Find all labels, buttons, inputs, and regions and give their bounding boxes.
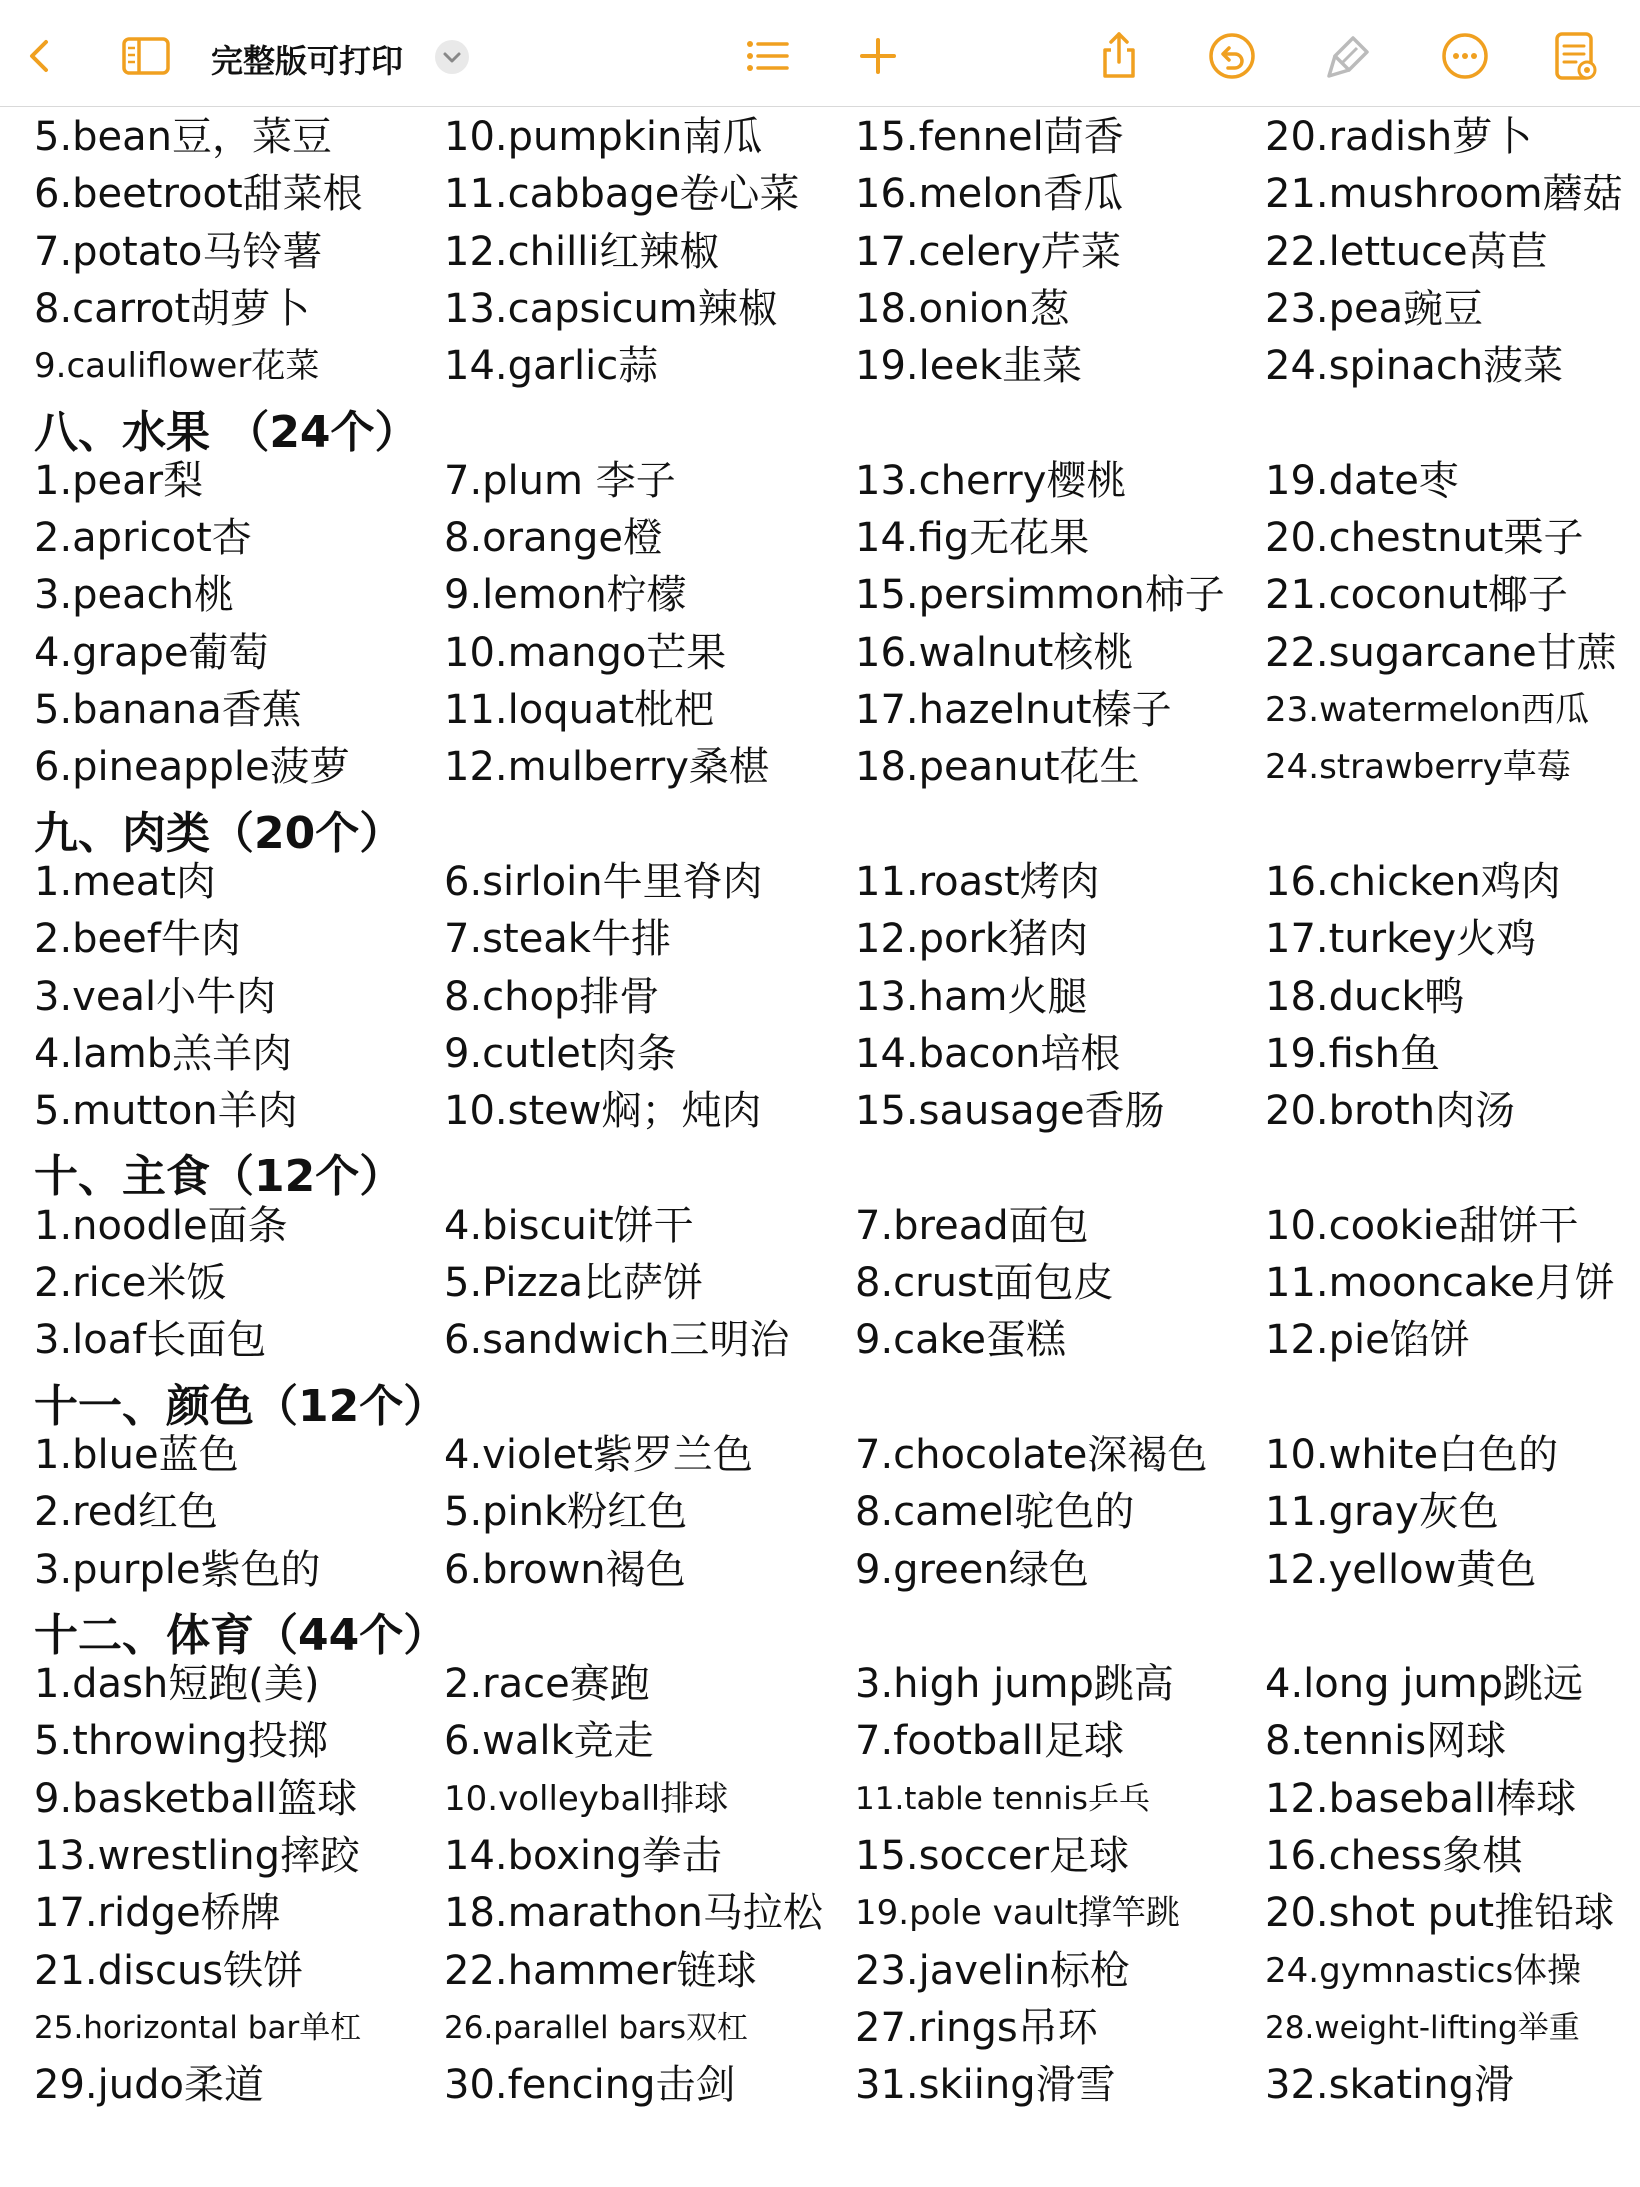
document-title[interactable]: 完整版可打印: [211, 42, 404, 80]
vocab-entry: 3.peach桃: [34, 572, 235, 619]
vocab-entry: 24.strawberry草莓: [1265, 747, 1571, 788]
vocab-entry: 5.mutton羊肉: [34, 1088, 298, 1135]
add-icon[interactable]: [852, 30, 904, 82]
vocab-entry: 1.noodle面条: [34, 1202, 288, 1249]
vocab-entry: 30.fencing击剑: [444, 2062, 736, 2109]
vocab-entry: 5.pink粉红色: [444, 1489, 688, 1536]
vocab-entry: 7.steak牛排: [444, 916, 671, 963]
vocab-entry: 23.pea豌豆: [1265, 285, 1484, 332]
vocab-entry: 6.sirloin牛里脊肉: [444, 858, 763, 905]
vocab-entry: 8.tennis网球: [1265, 1718, 1507, 1765]
section-heading: 十二、体育（44个）: [34, 1609, 448, 1661]
vocab-entry: 14.bacon培根: [855, 1030, 1121, 1077]
vocab-entry: 4.long jump跳远: [1265, 1661, 1584, 1708]
vocab-entry: 21.coconut椰子: [1265, 572, 1568, 619]
vocab-entry: 4.grape葡萄: [34, 629, 269, 676]
vocab-entry: 26.parallel bars双杠: [444, 2009, 749, 2046]
vocab-entry: 11.mooncake月饼: [1265, 1260, 1615, 1306]
vocab-entry: 10.white白色的: [1265, 1431, 1559, 1478]
vocab-entry: 21.discus铁饼: [34, 1947, 304, 1994]
vocab-entry: 6.sandwich三明治: [444, 1317, 790, 1364]
vocab-entry: 16.walnut核桃: [855, 629, 1134, 676]
vocab-entry: 27.rings吊环: [855, 2004, 1098, 2051]
vocab-entry: 2.rice米饭: [34, 1260, 227, 1306]
vocab-entry: 19.fish鱼: [1265, 1030, 1440, 1077]
vocab-entry: 19.pole vault撑竿跳: [855, 1893, 1180, 1934]
vocab-entry: 17.hazelnut榛子: [855, 687, 1172, 733]
vocab-entry: 12.pork猪肉: [855, 916, 1089, 963]
vocab-entry: 6.pineapple菠萝: [34, 744, 350, 791]
vocab-entry: 12.pie馅饼: [1265, 1317, 1470, 1364]
toolbar: [0, 0, 1640, 107]
vocab-entry: 9.green绿色: [855, 1546, 1089, 1593]
vocab-entry: 3.purple紫色的: [34, 1546, 321, 1593]
list-format-icon[interactable]: [741, 30, 793, 82]
vocab-entry: 4.violet紫罗兰色: [444, 1431, 753, 1478]
vocab-entry: 6.walk竞走: [444, 1718, 654, 1765]
vocab-entry: 10.volleyball排球: [444, 1778, 729, 1819]
vocab-entry: 20.shot put推铅球: [1265, 1890, 1615, 1937]
vocab-entry: 10.pumpkin南瓜: [444, 114, 763, 160]
vocab-entry: 19.leek韭菜: [855, 343, 1083, 390]
vocab-entry: 10.mango芒果: [444, 629, 727, 676]
vocab-entry: 6.beetroot甜菜根: [34, 171, 363, 218]
vocab-entry: 21.mushroom蘑菇: [1265, 171, 1623, 218]
vocab-entry: 11.loquat枇杷: [444, 687, 715, 733]
vocab-entry: 31.skiing滑雪: [855, 2062, 1116, 2109]
vocab-entry: 18.peanut花生: [855, 744, 1140, 791]
title-dropdown-chevron-icon[interactable]: [435, 40, 469, 74]
vocab-entry: 5.banana香蕉: [34, 687, 302, 733]
vocab-entry: 13.cherry樱桃: [855, 457, 1127, 504]
vocab-entry: 14.garlic蒜: [444, 343, 659, 390]
vocab-entry: 22.sugarcane甘蔗: [1265, 629, 1617, 676]
share-icon[interactable]: [1093, 30, 1145, 82]
vocab-entry: 28.weight-lifting举重: [1265, 2009, 1580, 2046]
vocab-entry: 11.roast烤肉: [855, 858, 1100, 905]
vocab-entry: 12.yellow黄色: [1265, 1546, 1537, 1593]
vocab-entry: 8.carrot胡萝卜: [34, 285, 311, 332]
vocab-entry: 7.bread面包: [855, 1202, 1089, 1249]
vocab-entry: 9.cauliflower花菜: [34, 346, 320, 387]
vocab-entry: 13.wrestling摔跤: [34, 1833, 360, 1879]
section-heading: 十一、颜色（12个）: [34, 1380, 448, 1432]
vocab-entry: 13.ham火腿: [855, 973, 1088, 1020]
vocab-entry: 15.fennel茴香: [855, 114, 1124, 160]
vocab-entry: 11.table tennis乒乓: [855, 1780, 1150, 1817]
vocab-entry: 29.judo柔道: [34, 2062, 264, 2109]
vocab-entry: 1.meat肉: [34, 858, 216, 905]
vocab-entry: 12.baseball棒球: [1265, 1775, 1577, 1822]
vocab-entry: 23.javelin标枪: [855, 1947, 1131, 1994]
vocab-entry: 2.race赛跑: [444, 1661, 650, 1708]
vocab-entry: 17.turkey火鸡: [1265, 916, 1537, 963]
vocab-entry: 5.Pizza比萨饼: [444, 1260, 704, 1306]
vocab-entry: 11.cabbage卷心菜: [444, 171, 800, 218]
section-heading: 十、主食（12个）: [34, 1151, 404, 1203]
vocab-entry: 7.chocolate深褐色: [855, 1431, 1208, 1478]
vocab-entry: 14.boxing拳击: [444, 1833, 722, 1879]
vocab-entry: 12.chilli红辣椒: [444, 228, 720, 275]
vocab-entry: 9.lemon柠檬: [444, 572, 687, 619]
vocab-entry: 23.watermelon西瓜: [1265, 690, 1590, 730]
vocab-entry: 8.camel驼色的: [855, 1489, 1135, 1536]
vocab-entry: 4.biscuit饼干: [444, 1202, 694, 1249]
vocab-entry: 18.marathon马拉松: [444, 1890, 823, 1937]
vocab-entry: 18.duck鸭: [1265, 973, 1465, 1020]
vocab-entry: 24.spinach菠菜: [1265, 343, 1564, 390]
vocab-entry: 20.broth肉汤: [1265, 1088, 1516, 1135]
vocab-entry: 7.plum 李子: [444, 457, 676, 504]
vocab-entry: 7.potato马铃薯: [34, 228, 323, 275]
vocab-entry: 10.cookie甜饼干: [1265, 1202, 1579, 1249]
vocab-entry: 11.gray灰色: [1265, 1489, 1499, 1536]
vocab-entry: 3.loaf长面包: [34, 1317, 267, 1364]
vocab-entry: 15.persimmon柿子: [855, 572, 1225, 619]
vocab-entry: 6.brown褐色: [444, 1546, 686, 1593]
vocab-entry: 2.red红色: [34, 1489, 218, 1536]
vocab-entry: 8.chop排骨: [444, 973, 660, 1020]
vocab-entry: 16.melon香瓜: [855, 171, 1124, 218]
vocab-entry: 25.horizontal bar单杠: [34, 2009, 362, 2046]
vocab-entry: 15.sausage香肠: [855, 1088, 1165, 1135]
undo-icon[interactable]: [1206, 30, 1258, 82]
vocab-entry: 22.hammer链球: [444, 1947, 757, 1994]
section-heading: 八、水果 （24个）: [34, 406, 419, 458]
vocab-entry: 1.blue蓝色: [34, 1431, 239, 1478]
vocab-entry: 2.beef牛肉: [34, 916, 241, 963]
markup-brush-icon: [1323, 30, 1375, 82]
section-heading: 九、肉类（20个）: [34, 807, 404, 859]
vocab-entry: 12.mulberry桑椹: [444, 744, 769, 791]
vocab-entry: 9.cutlet肉条: [444, 1030, 677, 1077]
vocab-entry: 32.skating滑: [1265, 2062, 1514, 2109]
vocab-entry: 18.onion葱: [855, 285, 1070, 332]
vocab-entry: 1.pear梨: [34, 457, 204, 504]
vocab-entry: 3.veal小牛肉: [34, 973, 277, 1020]
vocab-entry: 17.ridge桥牌: [34, 1890, 281, 1937]
vocab-entry: 20.chestnut栗子: [1265, 515, 1584, 562]
vocab-entry: 16.chess象棋: [1265, 1833, 1523, 1879]
vocab-entry: 13.capsicum辣椒: [444, 285, 778, 332]
sidebar-icon[interactable]: [120, 30, 172, 82]
vocab-entry: 16.chicken鸡肉: [1265, 858, 1561, 905]
vocab-entry: 24.gymnastics体操: [1265, 1950, 1582, 1991]
vocab-entry: 1.dash短跑(美): [34, 1661, 320, 1708]
vocab-entry: 10.stew焖；炖肉: [444, 1088, 762, 1135]
more-icon[interactable]: [1439, 30, 1491, 82]
vocab-entry: 8.crust面包皮: [855, 1260, 1114, 1306]
vocab-entry: 15.soccer足球: [855, 1833, 1129, 1879]
vocab-entry: 20.radish萝卜: [1265, 114, 1533, 160]
vocab-entry: 22.lettuce莴苣: [1265, 228, 1548, 275]
vocab-entry: 5.throwing投掷: [34, 1718, 328, 1765]
vocab-entry: 5.bean豆，菜豆: [34, 114, 333, 160]
vocab-entry: 8.orange橙: [444, 515, 663, 562]
vocab-entry: 3.high jump跳高: [855, 1661, 1174, 1708]
vocab-entry: 19.date枣: [1265, 457, 1459, 504]
vocab-entry: 2.apricot杏: [34, 515, 252, 562]
note-view-icon[interactable]: [1549, 30, 1601, 82]
vocab-entry: 14.fig无花果: [855, 515, 1090, 562]
vocab-entry: 17.celery芹菜: [855, 228, 1122, 275]
vocab-entry: 9.basketball篮球: [34, 1775, 358, 1822]
vocab-entry: 7.football足球: [855, 1718, 1125, 1765]
back-chevron-icon[interactable]: [14, 30, 66, 82]
vocab-entry: 9.cake蛋糕: [855, 1317, 1067, 1364]
vocab-entry: 4.lamb羔羊肉: [34, 1030, 293, 1077]
